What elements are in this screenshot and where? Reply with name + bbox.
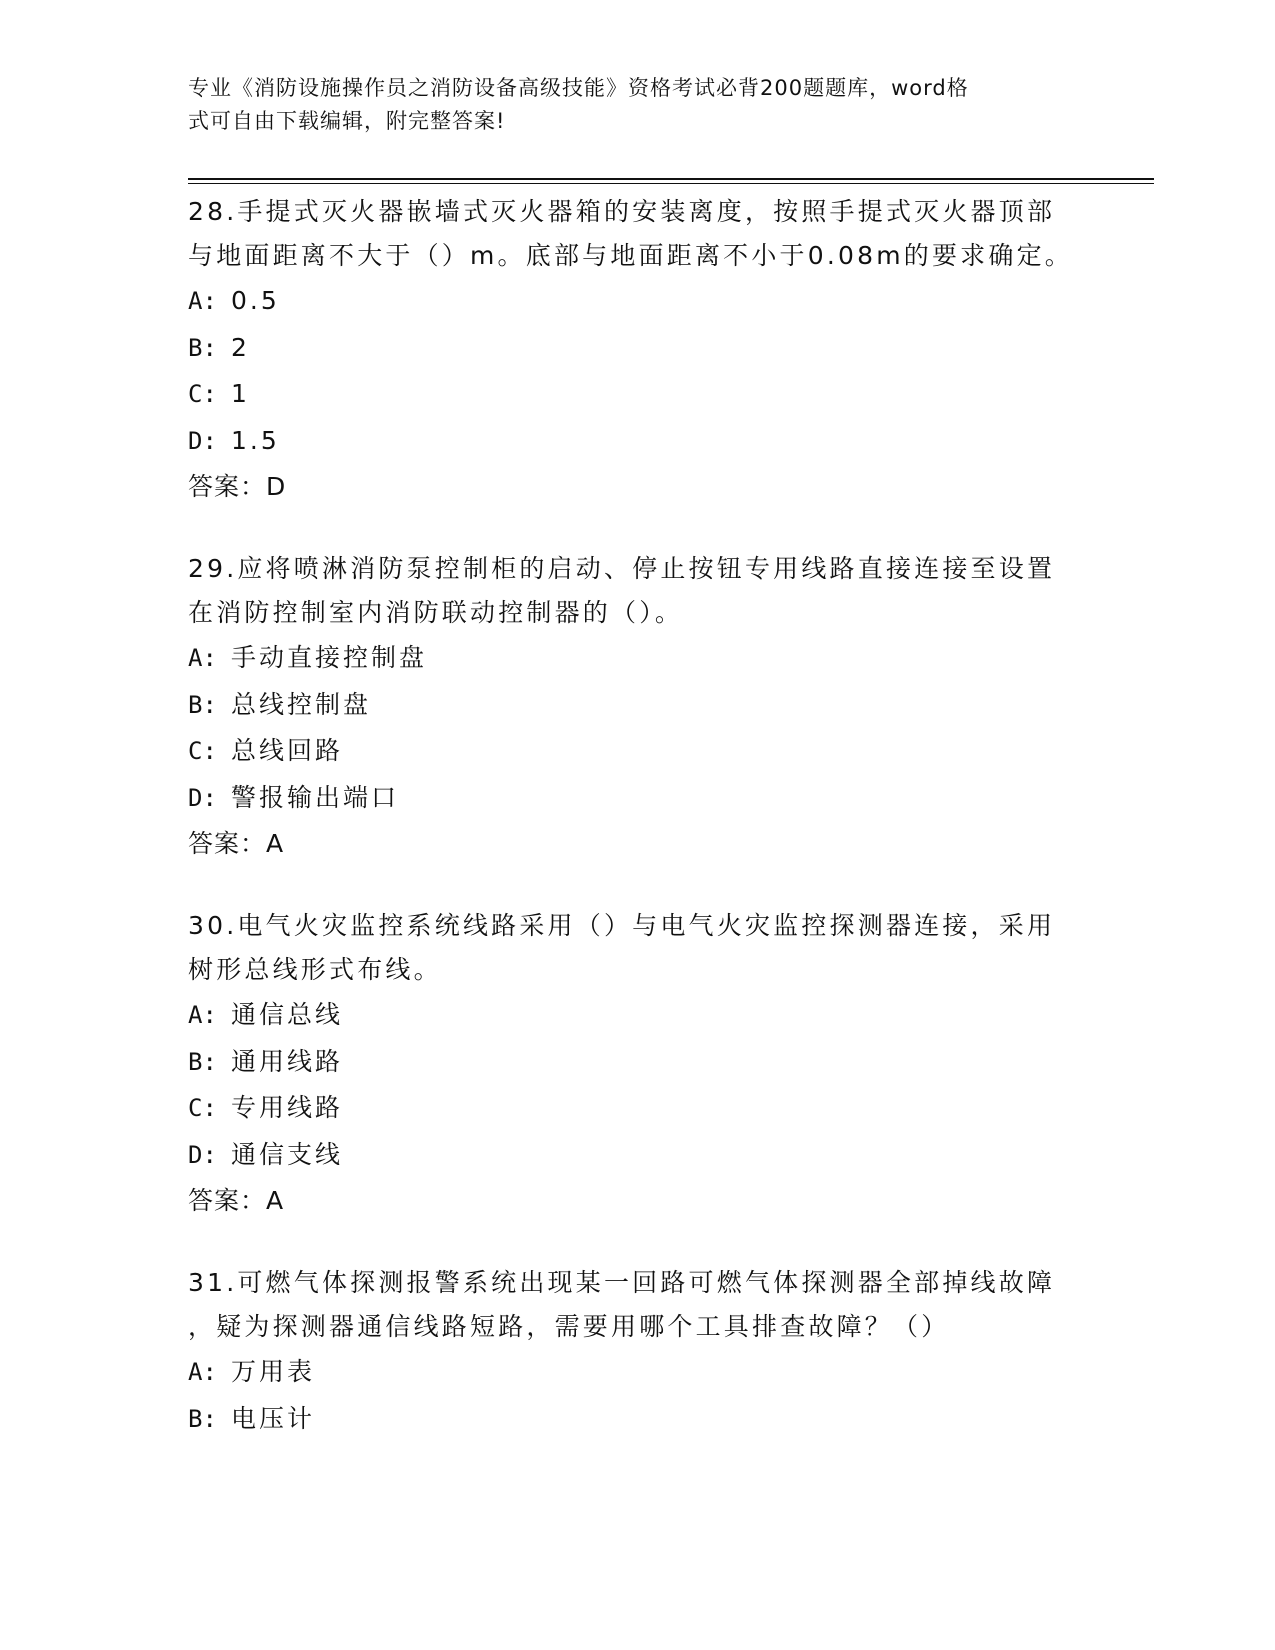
question-stem-line-1: 31.可燃气体探测报警系统出现某一回路可燃气体探测器全部掉线故障 (188, 1268, 1056, 1297)
option-text: 警报输出端口 (231, 782, 400, 812)
option-b (188, 325, 1088, 372)
option-d (188, 775, 1088, 822)
option-letter: B: (188, 1404, 217, 1433)
option-d (188, 1132, 1088, 1179)
header-divider-thick (188, 178, 1154, 180)
answer-line (188, 464, 1088, 509)
option-text: 电压计 (231, 1403, 316, 1433)
option-b (188, 1039, 1088, 1086)
option-b (188, 682, 1088, 729)
option-letter: B: (188, 333, 217, 362)
option-text: 1.5 (231, 425, 280, 455)
option-letter: C: (188, 737, 217, 765)
option-letter: D: (188, 426, 217, 455)
answer-value: D (266, 472, 287, 501)
option-text: 万用表 (231, 1357, 316, 1386)
question-stem-line-2: ，疑为探测器通信线路短路，需要用哪个工具排查故障？（） (188, 1312, 950, 1341)
option-a (188, 1349, 1088, 1396)
question-30 (188, 904, 1088, 1223)
answer-line (188, 1178, 1088, 1223)
question-29 (188, 547, 1088, 866)
option-letter: D: (188, 1140, 217, 1169)
question-stem-line-2: 树形总线形式布线。 (188, 955, 442, 984)
option-letter: B: (188, 690, 217, 719)
answer-value: A (266, 1186, 285, 1215)
option-letter: A: (188, 1001, 217, 1029)
option-text: 通信总线 (231, 1000, 344, 1029)
option-c (188, 1085, 1088, 1132)
question-stem-line-2: 在消防控制室内消防联动控制器的（）。 (188, 598, 684, 627)
question-stem-line-1: 29.应将喷淋消防泵控制柜的启动、停止按钮专用线路直接连接至设置 (188, 554, 1056, 583)
option-b (188, 1396, 1088, 1443)
option-text: 总线回路 (231, 736, 344, 765)
option-text: 手动直接控制盘 (231, 643, 428, 672)
header-divider-thin (188, 183, 1154, 184)
option-c (188, 728, 1088, 775)
option-letter: B: (188, 1047, 217, 1076)
option-letter: A: (188, 644, 217, 672)
answer-label: 答案： (188, 829, 267, 858)
option-text: 2 (231, 332, 250, 362)
question-list (188, 190, 1088, 1480)
option-letter: A: (188, 287, 217, 315)
option-a (188, 278, 1088, 325)
option-d (188, 418, 1088, 465)
question-31 (188, 1261, 1088, 1442)
answer-label: 答案： (188, 1186, 267, 1215)
option-letter: D: (188, 783, 217, 812)
header-title-line-2: 式可自由下载编辑，附完整答案! (188, 109, 506, 133)
option-text: 通用线路 (231, 1046, 344, 1076)
option-a (188, 992, 1088, 1039)
option-a (188, 635, 1088, 682)
question-stem-line-1: 30.电气火灾监控系统线路采用（）与电气火灾监控探测器连接，采用 (188, 911, 1056, 940)
option-c (188, 371, 1088, 418)
answer-label: 答案： (188, 472, 267, 501)
document-header (188, 72, 1068, 138)
answer-line (188, 821, 1088, 866)
option-text: 专用线路 (231, 1093, 344, 1122)
header-title-line-1: 专业《消防设施操作员之消防设备高级技能》资格考试必背200题题库，word格 (188, 76, 969, 100)
question-stem-line-2: 与地面距离不大于（）m。底部与地面距离不小于0.08m的要求确定。 (188, 241, 1073, 270)
option-letter: A: (188, 1358, 217, 1386)
option-letter: C: (188, 380, 217, 408)
answer-value: A (266, 829, 285, 858)
option-text: 总线控制盘 (231, 689, 372, 719)
option-letter: C: (188, 1094, 217, 1122)
question-stem-line-1: 28.手提式灭火器嵌墙式灭火器箱的安装离度，按照手提式灭火器顶部 (188, 197, 1056, 226)
option-text: 1 (231, 379, 250, 408)
option-text: 通信支线 (231, 1139, 344, 1169)
question-28 (188, 190, 1088, 509)
option-text: 0.5 (231, 286, 280, 315)
